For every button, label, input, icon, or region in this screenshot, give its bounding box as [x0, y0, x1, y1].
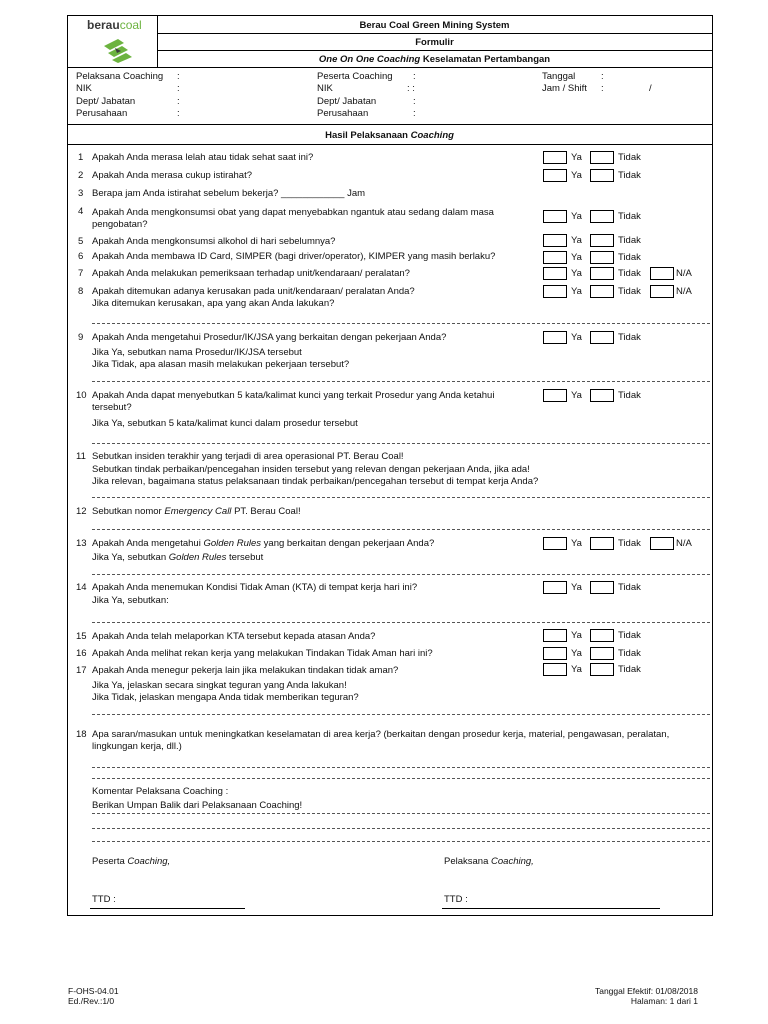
tidak-label: Tidak — [618, 390, 641, 401]
q-number: 12 — [76, 506, 87, 517]
logo-text-coal: coal — [119, 18, 142, 32]
ya-label: Ya — [571, 332, 582, 343]
form-title-italic: One On One Coaching — [318, 54, 421, 65]
ya-checkbox[interactable] — [543, 285, 567, 298]
tidak-checkbox[interactable] — [590, 629, 614, 642]
signature-peserta-label — [92, 856, 170, 867]
label-perusahaan-2: Perusahaan — [317, 108, 369, 119]
q-number: 16 — [76, 648, 87, 659]
question-13-followup-italic: Golden Rules — [168, 552, 227, 563]
na-checkbox[interactable] — [650, 285, 674, 298]
tidak-label: Tidak — [618, 235, 641, 246]
question-1: Apakah Anda merasa lelah atau tidak sehat saat ini? — [92, 152, 314, 163]
tidak-label: Tidak — [618, 582, 641, 593]
colon: : — [601, 71, 604, 82]
colon: : — [177, 108, 180, 119]
peserta-text: Peserta — [92, 856, 125, 867]
signature-line-peserta[interactable] — [90, 908, 245, 909]
tidak-checkbox[interactable] — [590, 251, 614, 264]
logo-text-berau: berau — [87, 18, 120, 32]
signature-pelaksana-label — [444, 856, 534, 867]
ya-label: Ya — [571, 664, 582, 675]
question-10-followup: Jika Ya, sebutkan 5 kata/kalimat kunci dalam prosedur tersebut — [92, 418, 358, 429]
form-title-rest: Keselamatan Pertambangan — [422, 54, 551, 65]
q-number: 2 — [78, 170, 84, 181]
colon: : — [413, 108, 416, 119]
question-12-text-2: PT. Berau Coal! — [234, 506, 301, 517]
tidak-label: Tidak — [618, 332, 641, 343]
komentar-title: Komentar Pelaksana Coaching : — [92, 786, 229, 797]
label-perusahaan-1: Perusahaan — [76, 108, 128, 119]
question-2: Apakah Anda merasa cukup istirahat? — [92, 170, 253, 181]
tidak-label: Tidak — [618, 648, 641, 659]
ya-checkbox[interactable] — [543, 169, 567, 182]
tidak-checkbox[interactable] — [590, 210, 614, 223]
question-12-text: Sebutkan nomor — [92, 506, 162, 517]
question-18-cont: lingkungan kerja, dll.) — [92, 741, 182, 752]
tidak-checkbox[interactable] — [590, 581, 614, 594]
ya-label: Ya — [571, 152, 582, 163]
question-12-italic: Emergency Call — [164, 506, 232, 517]
tidak-checkbox[interactable] — [590, 663, 614, 676]
q-number: 1 — [78, 152, 84, 163]
coaching-italic: Coaching, — [491, 856, 534, 867]
question-6: Apakah Anda membawa ID Card, SIMPER (bagi driver/operator), KIMPER yang masih berlaku? — [92, 251, 496, 262]
tidak-checkbox[interactable] — [590, 331, 614, 344]
question-11: Sebutkan insiden terakhir yang terjadi di area operasional PT. Berau Coal! — [92, 451, 404, 462]
ya-checkbox[interactable] — [543, 267, 567, 280]
tidak-label: Tidak — [618, 630, 641, 641]
ya-label: Ya — [571, 170, 582, 181]
footer-effective-date: Tanggal Efektif: 01/08/2018 — [594, 986, 698, 996]
tidak-label: Tidak — [618, 170, 641, 181]
footer-page: Halaman: 1 dari 1 — [630, 996, 698, 1006]
q-number: 17 — [76, 665, 87, 676]
ttd-peserta: TTD : — [92, 894, 116, 905]
q-number: 5 — [78, 236, 84, 247]
ya-checkbox[interactable] — [543, 663, 567, 676]
tidak-label: Tidak — [618, 211, 641, 222]
q-number: 3 — [78, 188, 84, 199]
colon: : — [177, 71, 180, 82]
question-14: Apakah Anda menemukan Kondisi Tidak Aman (KTA) di tempat kerja hari ini? — [92, 582, 418, 593]
ya-checkbox[interactable] — [543, 331, 567, 344]
tidak-checkbox[interactable] — [590, 285, 614, 298]
colon: : — [177, 83, 180, 94]
q-number: 8 — [78, 286, 84, 297]
q-number: 11 — [76, 451, 86, 462]
tidak-label: Tidak — [618, 268, 641, 279]
question-8: Apakah ditemukan adanya kerusakan pada unit/kendaraan/ peralatan Anda? — [92, 286, 415, 297]
label-dept-1: Dept/ Jabatan — [76, 96, 136, 107]
question-5: Apakah Anda mengkonsumsi alkohol di hari sebelumnya? — [92, 236, 336, 247]
ya-label: Ya — [571, 286, 582, 297]
ya-checkbox[interactable] — [543, 151, 567, 164]
q-number: 18 — [76, 729, 87, 740]
ya-checkbox[interactable] — [543, 389, 567, 402]
pelaksana-text: Pelaksana — [444, 856, 489, 867]
colon: : — [601, 83, 604, 94]
colon: : — [413, 96, 416, 107]
tidak-label: Tidak — [618, 538, 641, 549]
question-17-followup-a: Jika Ya, jelaskan secara singkat teguran yang Anda lakukan! — [92, 680, 347, 691]
ya-checkbox[interactable] — [543, 581, 567, 594]
ya-checkbox[interactable] — [543, 234, 567, 247]
question-12 — [92, 506, 301, 517]
question-8-followup: Jika ditemukan kerusakan, apa yang akan Anda lakukan? — [92, 298, 335, 309]
section-title-text: Hasil Pelaksanaan — [325, 130, 408, 141]
tidak-label: Tidak — [618, 252, 641, 263]
na-label: N/A — [676, 538, 692, 549]
question-15: Apakah Anda telah melaporkan KTA tersebut kepada atasan Anda? — [92, 631, 376, 642]
section-title-italic: Coaching — [410, 130, 454, 141]
q-number: 7 — [78, 268, 84, 279]
ya-checkbox[interactable] — [543, 629, 567, 642]
ya-label: Ya — [571, 252, 582, 263]
na-checkbox[interactable] — [650, 267, 674, 280]
label-dept-2: Dept/ Jabatan — [317, 96, 377, 107]
ya-checkbox[interactable] — [543, 210, 567, 223]
label-peserta: Peserta Coaching — [317, 71, 393, 82]
ttd-pelaksana: TTD : — [444, 894, 468, 905]
form-title — [157, 54, 712, 65]
label-pelaksana: Pelaksana Coaching — [76, 71, 164, 82]
signature-line-pelaksana[interactable] — [442, 908, 660, 909]
question-13-followup — [92, 552, 263, 563]
logo-mark-icon — [100, 36, 136, 64]
question-13-text: Apakah Anda mengetahui — [92, 538, 201, 549]
question-11-followup-a: Sebutkan tindak perbaikan/pencegahan insiden tersebut yang relevan dengan pekerjaan Anda, jika ada! — [92, 464, 530, 475]
ya-checkbox[interactable] — [543, 251, 567, 264]
q-number: 13 — [76, 538, 87, 549]
ya-label: Ya — [571, 390, 582, 401]
question-10: Apakah Anda dapat menyebutkan 5 kata/kalimat kunci yang terkait Prosedur yang Anda ketahui — [92, 390, 495, 401]
tidak-label: Tidak — [618, 664, 641, 675]
tidak-label: Tidak — [618, 286, 641, 297]
ya-label: Ya — [571, 582, 582, 593]
footer-revision: Ed./Rev.:1/0 — [68, 996, 115, 1006]
label-tanggal: Tanggal — [542, 71, 576, 82]
form-label: Formulir — [415, 37, 454, 48]
question-9-followup-b: Jika Tidak, apa alasan masih melakukan pekerjaan tersebut? — [92, 359, 350, 370]
ya-checkbox[interactable] — [543, 647, 567, 660]
question-13-followup-text: Jika Ya, sebutkan — [92, 552, 167, 563]
tidak-checkbox[interactable] — [590, 537, 614, 550]
q-number: 4 — [78, 206, 84, 217]
footer-form-code: F-OHS-04.01 — [68, 986, 119, 996]
slash: / — [649, 83, 652, 94]
ya-label: Ya — [571, 648, 582, 659]
question-13-followup-text-2: tersebut — [228, 552, 264, 563]
q-number: 14 — [76, 582, 87, 593]
question-11-followup-b: Jika relevan, bagaimana status pelaksanaan tindak perbaikan/pencegahan tersebut di tempat kerja Anda? — [92, 476, 539, 487]
question-16: Apakah Anda melihat rekan kerja yang melakukan Tindakan Tidak Aman hari ini? — [92, 648, 433, 659]
tidak-checkbox[interactable] — [590, 234, 614, 247]
question-17: Apakah Anda menegur pekerja lain jika melakukan tindakan tidak aman? — [92, 665, 399, 676]
question-13-italic: Golden Rules — [203, 538, 262, 549]
tidak-checkbox[interactable] — [590, 169, 614, 182]
question-4-cont: pengobatan? — [92, 219, 148, 230]
label-nik-2: NIK — [317, 83, 333, 94]
q-number: 9 — [78, 332, 84, 343]
komentar-instruction: Berikan Umpan Balik dari Pelaksanaan Coaching! — [92, 800, 303, 811]
colon: : — [413, 71, 416, 82]
label-nik-1: NIK — [76, 83, 92, 94]
question-3: Berapa jam Anda istirahat sebelum bekerja? ____________ Jam — [92, 188, 366, 199]
question-13-text-2: yang berkaitan dengan pekerjaan Anda? — [263, 538, 435, 549]
tidak-checkbox[interactable] — [590, 267, 614, 280]
tidak-label: Tidak — [618, 152, 641, 163]
na-label: N/A — [676, 268, 692, 279]
na-checkbox[interactable] — [650, 537, 674, 550]
ya-label: Ya — [571, 538, 582, 549]
coaching-italic: Coaching, — [127, 856, 171, 867]
question-10-cont: tersebut? — [92, 402, 132, 413]
ya-label: Ya — [571, 235, 582, 246]
question-7: Apakah Anda melakukan pemeriksaan terhadap unit/kendaraan/ peralatan? — [92, 268, 410, 279]
ya-label: Ya — [571, 268, 582, 279]
question-9: Apakah Anda mengetahui Prosedur/IK/JSA yang berkaitan dengan pekerjaan Anda? — [92, 332, 447, 343]
section-title — [67, 130, 712, 141]
question-9-followup-a: Jika Ya, sebutkan nama Prosedur/IK/JSA tersebut — [92, 347, 302, 358]
question-17-followup-b: Jika Tidak, jelaskan mengapa Anda tidak memberikan teguran? — [92, 692, 359, 703]
colon: : — [177, 96, 180, 107]
tidak-checkbox[interactable] — [590, 647, 614, 660]
ya-label: Ya — [571, 630, 582, 641]
question-18: Apa saran/masukan untuk meningkatkan keselamatan di area kerja? (berkaitan dengan prosedur kerja, material, pengawasan, peralatan, — [92, 729, 670, 740]
q-number: 15 — [76, 631, 87, 642]
tidak-checkbox[interactable] — [590, 151, 614, 164]
q-number: 10 — [76, 390, 87, 401]
ya-checkbox[interactable] — [543, 537, 567, 550]
q-number: 6 — [78, 251, 84, 262]
tidak-checkbox[interactable] — [590, 389, 614, 402]
question-4: Apakah Anda mengkonsumsi obat yang dapat menyebabkan ngantuk atau sedang dalam masa — [92, 207, 494, 218]
label-jam-shift: Jam / Shift — [542, 83, 587, 94]
system-title: Berau Coal Green Mining System — [359, 20, 510, 31]
ya-label: Ya — [571, 211, 582, 222]
question-14-followup: Jika Ya, sebutkan: — [92, 595, 169, 606]
na-label: N/A — [676, 286, 692, 297]
colon: : : — [407, 83, 415, 94]
question-13 — [92, 538, 434, 549]
